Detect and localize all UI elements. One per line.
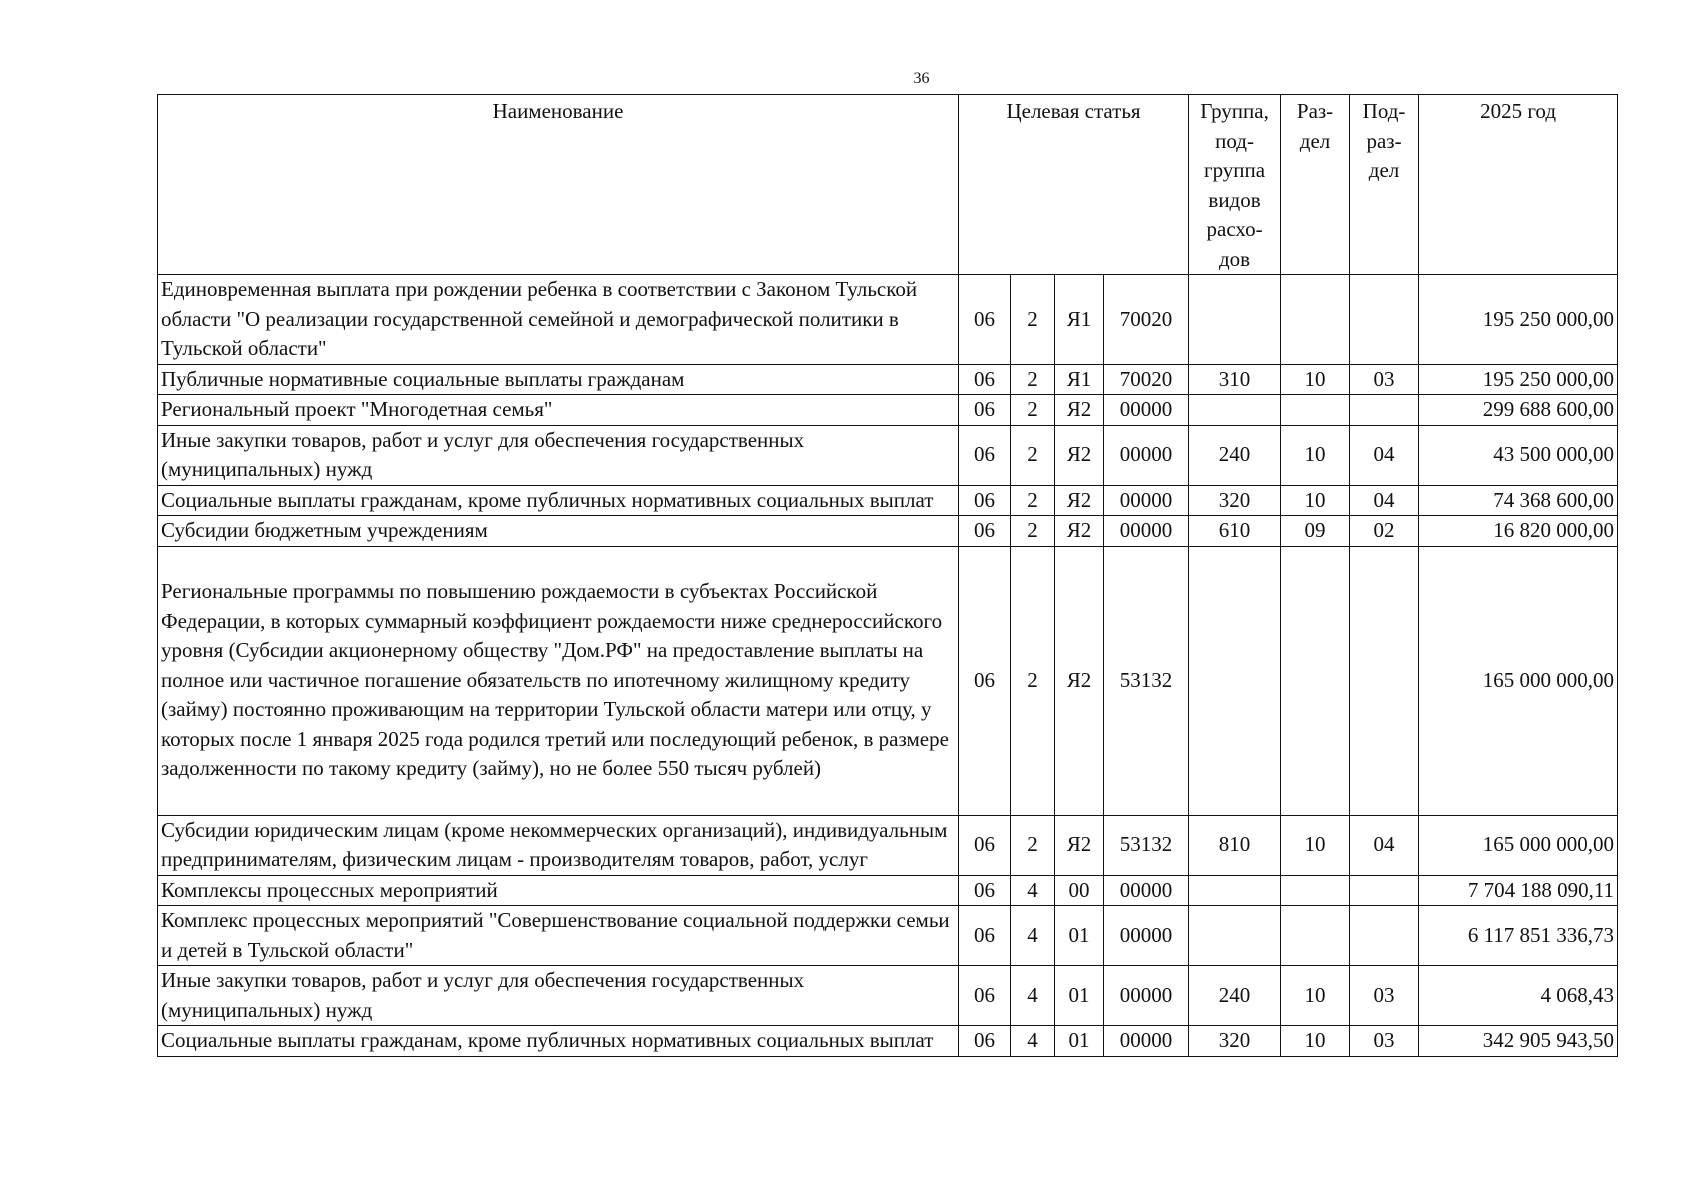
row-amount: 342 905 943,50 [1419,1026,1618,1057]
row-name: Региональный проект "Многодетная семья" [158,395,959,426]
row-code-direction: 00000 [1104,425,1189,485]
row-section: 10 [1281,966,1350,1026]
row-code-type: 2 [1011,485,1055,516]
table-row [158,485,1618,516]
row-amount: 74 368 600,00 [1419,485,1618,516]
header-year: 2025 год [1419,95,1618,275]
row-expense-group: 310 [1189,364,1281,395]
row-name: Региональные программы по повышению рождаемости в субъектах Российской Федерации, в которых суммарный коэффициент рождаемости ниже среднероссийского уровня (Субсидии акционерному обществу "Дом.РФ" на предоставление выплаты на полное или частичное погашение обязательств по ипотечному жилищному кредиту (займу) постоянно проживающим на территории Тульской области матери или отцу, у которых после 1 января 2025 года родился третий или последующий ребенок, в размере задолженности по такому кредиту (займу), но не более 550 тысяч рублей) [158,546,959,815]
header-section: Раз- дел [1281,95,1350,275]
table-row [158,815,1618,875]
row-code-direction: 70020 [1104,364,1189,395]
row-name: Субсидии юридическим лицам (кроме некоммерческих организаций), индивидуальным предпринимателям, физическим лицам - производителям товаров, работ, услуг [158,815,959,875]
row-section: 10 [1281,425,1350,485]
row-amount: 6 117 851 336,73 [1419,906,1618,966]
row-amount: 165 000 000,00 [1419,815,1618,875]
row-subsection: 04 [1350,815,1419,875]
row-code-type: 2 [1011,815,1055,875]
row-code-project: Я2 [1055,546,1104,815]
row-amount: 195 250 000,00 [1419,364,1618,395]
row-section: 09 [1281,516,1350,547]
row-code-program: 06 [959,1026,1011,1057]
budget-table [157,94,1618,1057]
row-code-project: Я1 [1055,275,1104,365]
row-code-project: Я2 [1055,425,1104,485]
row-subsection [1350,875,1419,906]
row-code-direction: 00000 [1104,485,1189,516]
row-expense-group [1189,546,1281,815]
row-code-direction: 00000 [1104,906,1189,966]
header-target-article: Целевая статья [959,95,1189,275]
row-code-direction: 53132 [1104,546,1189,815]
row-section: 10 [1281,364,1350,395]
row-code-project: Я1 [1055,364,1104,395]
row-subsection: 04 [1350,485,1419,516]
row-amount: 195 250 000,00 [1419,275,1618,365]
row-subsection [1350,395,1419,426]
table-row [158,966,1618,1026]
row-amount: 165 000 000,00 [1419,546,1618,815]
table-row [158,395,1618,426]
row-amount: 4 068,43 [1419,966,1618,1026]
row-code-project: 01 [1055,966,1104,1026]
row-code-project: Я2 [1055,516,1104,547]
row-section: 10 [1281,1026,1350,1057]
row-code-type: 4 [1011,875,1055,906]
row-code-type: 4 [1011,906,1055,966]
row-code-direction: 00000 [1104,395,1189,426]
row-name: Публичные нормативные социальные выплаты гражданам [158,364,959,395]
row-code-direction: 00000 [1104,516,1189,547]
row-amount: 299 688 600,00 [1419,395,1618,426]
table-row [158,875,1618,906]
row-name: Комплексы процессных мероприятий [158,875,959,906]
row-code-project: 01 [1055,906,1104,966]
row-code-type: 4 [1011,966,1055,1026]
row-code-project: 01 [1055,1026,1104,1057]
row-name: Единовременная выплата при рождении ребенка в соответствии с Законом Тульской области "О реализации государственной семейной и демографической политики в Тульской области" [158,275,959,365]
row-subsection: 03 [1350,1026,1419,1057]
table-row [158,906,1618,966]
row-subsection [1350,546,1419,815]
row-name: Социальные выплаты гражданам, кроме публичных нормативных социальных выплат [158,1026,959,1057]
row-amount: 16 820 000,00 [1419,516,1618,547]
row-subsection: 04 [1350,425,1419,485]
row-section [1281,395,1350,426]
header-subsection: Под- раз- дел [1350,95,1419,275]
row-code-project: Я2 [1055,485,1104,516]
row-expense-group [1189,906,1281,966]
row-code-direction: 00000 [1104,1026,1189,1057]
row-amount: 43 500 000,00 [1419,425,1618,485]
row-expense-group: 240 [1189,966,1281,1026]
row-code-direction: 70020 [1104,275,1189,365]
row-code-program: 06 [959,485,1011,516]
row-code-program: 06 [959,364,1011,395]
row-subsection [1350,275,1419,365]
row-code-program: 06 [959,275,1011,365]
row-section: 10 [1281,815,1350,875]
header-expense-group: Группа, под- группа видов расхо- дов [1189,95,1281,275]
row-name: Иные закупки товаров, работ и услуг для обеспечения государственных (муниципальных) нужд [158,425,959,485]
row-code-program: 06 [959,815,1011,875]
row-code-direction: 53132 [1104,815,1189,875]
row-subsection: 03 [1350,364,1419,395]
table-row [158,516,1618,547]
row-expense-group [1189,395,1281,426]
row-code-program: 06 [959,516,1011,547]
row-code-project: Я2 [1055,395,1104,426]
row-code-type: 2 [1011,546,1055,815]
row-code-type: 2 [1011,425,1055,485]
row-subsection [1350,906,1419,966]
row-code-program: 06 [959,966,1011,1026]
row-code-direction: 00000 [1104,875,1189,906]
row-expense-group: 240 [1189,425,1281,485]
row-section: 10 [1281,485,1350,516]
table-row [158,364,1618,395]
row-expense-group [1189,275,1281,365]
row-code-program: 06 [959,546,1011,815]
row-code-type: 2 [1011,516,1055,547]
row-code-project: Я2 [1055,815,1104,875]
row-section [1281,906,1350,966]
row-code-type: 2 [1011,395,1055,426]
row-subsection: 02 [1350,516,1419,547]
table-row [158,275,1618,365]
table-row [158,425,1618,485]
row-code-program: 06 [959,906,1011,966]
table-header-row [158,95,1618,275]
row-name: Комплекс процессных мероприятий "Совершенствование социальной поддержки семьи и детей в Тульской области" [158,906,959,966]
row-expense-group: 810 [1189,815,1281,875]
page-number: 36 [913,70,930,87]
row-amount: 7 704 188 090,11 [1419,875,1618,906]
row-code-program: 06 [959,425,1011,485]
row-code-program: 06 [959,395,1011,426]
row-code-type: 2 [1011,364,1055,395]
row-code-type: 2 [1011,275,1055,365]
row-section [1281,275,1350,365]
row-section [1281,546,1350,815]
row-section [1281,875,1350,906]
row-code-project: 00 [1055,875,1104,906]
row-code-type: 4 [1011,1026,1055,1057]
row-name: Иные закупки товаров, работ и услуг для обеспечения государственных (муниципальных) нужд [158,966,959,1026]
table-row [158,546,1618,815]
row-code-direction: 00000 [1104,966,1189,1026]
row-expense-group [1189,875,1281,906]
row-code-program: 06 [959,875,1011,906]
table-row [158,1026,1618,1057]
row-name: Социальные выплаты гражданам, кроме публичных нормативных социальных выплат [158,485,959,516]
row-expense-group: 320 [1189,485,1281,516]
header-name: Наименование [158,95,959,275]
row-expense-group: 320 [1189,1026,1281,1057]
row-expense-group: 610 [1189,516,1281,547]
row-subsection: 03 [1350,966,1419,1026]
row-name: Субсидии бюджетным учреждениям [158,516,959,547]
